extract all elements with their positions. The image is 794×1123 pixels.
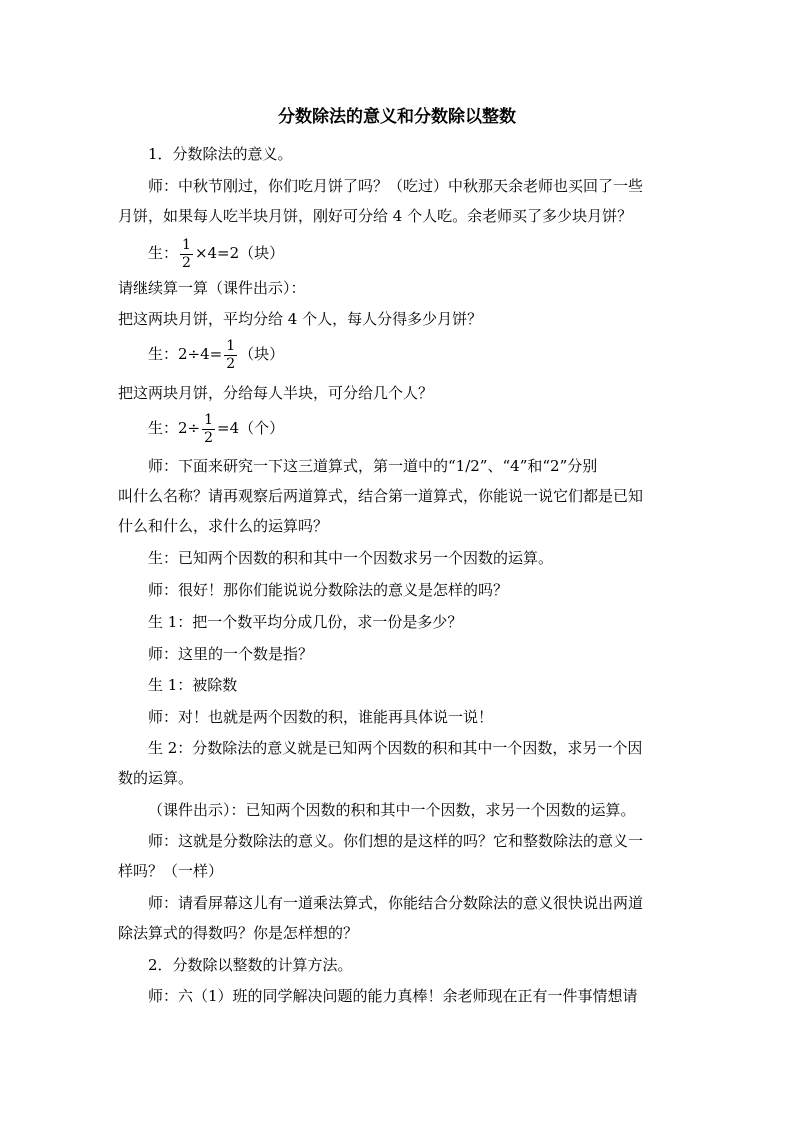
- paragraph-line: 生 2：分数除法的意义就是已知两个因数的积和其中一个因数，求另一个因: [148, 739, 643, 757]
- document-title: 分数除法的意义和分数除以整数: [278, 107, 516, 127]
- paragraph-line: 师：下面来研究一下这三道算式，第一道中的“1/2”、“4”和“2”分别: [148, 457, 598, 475]
- equation-prefix: 生：2÷: [148, 419, 201, 437]
- paragraph-line: 师：很好！那你们能说说分数除法的意义是怎样的吗？: [148, 581, 509, 599]
- paragraph-line: 叫什么名称？请再观察后两道算式，结合第一道算式，你能说一说它们都是已知: [118, 487, 644, 505]
- equation-line-3: [148, 409, 678, 447]
- equation-suffix: （块）: [239, 345, 285, 363]
- paragraph-line: 生：已知两个因数的积和其中一个因数求另一个因数的运算。: [148, 549, 554, 567]
- fraction-numerator: 1: [204, 411, 214, 428]
- paragraph-line: 师：这就是分数除法的意义。你们想的是这样的吗？它和整数除法的意义一: [148, 832, 644, 850]
- paragraph-line: 师：对！也就是两个因数的积，谁能再具体说一说！: [148, 708, 494, 726]
- paragraph-line: 样吗？（一样）: [118, 862, 224, 880]
- fraction-denominator: 2: [226, 355, 236, 372]
- paragraph-line: 师：这里的一个数是指？: [148, 645, 314, 663]
- paragraph-line: （课件出示）：已知两个因数的积和其中一个因数，求另一个因数的运算。: [148, 801, 636, 819]
- fraction-numerator: 1: [182, 236, 191, 253]
- section-heading-2: 2．分数除以整数的计算方法。: [148, 956, 353, 974]
- paragraph-line: 生 1：被除数: [148, 676, 238, 694]
- paragraph-line: 月饼，如果每人吃半块月饼，刚好可分给 4 个人吃。余老师买了多少块月饼？: [118, 207, 633, 225]
- fraction-denominator: 2: [204, 429, 214, 446]
- equation-line-2: [148, 335, 678, 373]
- equation-suffix: ×4=2（块）: [194, 244, 285, 262]
- paragraph-line: 什么和什么，求什么的运算吗？: [118, 517, 329, 535]
- equation-suffix: =4（个）: [217, 419, 285, 437]
- paragraph-line: 生 1：把一个数平均分成几份，求一份是多少？: [148, 613, 463, 631]
- section-heading-1: 1．分数除法的意义。: [148, 145, 293, 163]
- paragraph-line: 师：六（1）班的同学解决问题的能力真棒！余老师现在正有一件事情想请: [148, 987, 638, 1005]
- paragraph-line: 把这两块月饼，平均分给 4 个人，每人分得多少月饼？: [118, 310, 483, 328]
- paragraph-line: 除法算式的得数吗？你是怎样想的？: [118, 924, 359, 942]
- paragraph-line: 数的运算。: [118, 769, 194, 787]
- equation-prefix: 生：: [148, 244, 179, 262]
- paragraph-line: 把这两块月饼，分给每人半块，可分给几个人？: [118, 384, 434, 402]
- equation-prefix: 生：2÷4=: [148, 345, 223, 363]
- fraction-one-half: [202, 412, 215, 447]
- fraction-one-half: [224, 338, 237, 373]
- fraction-one-half: [180, 237, 193, 272]
- equation-line-1: [148, 234, 678, 272]
- paragraph-line: 师：中秋节刚过，你们吃月饼了吗？（吃过）中秋那天余老师也买回了一些: [148, 177, 644, 195]
- paragraph-line: 师：请看屏幕这儿有一道乘法算式，你能结合分数除法的意义很快说出两道: [148, 894, 644, 912]
- fraction-denominator: 2: [182, 254, 191, 271]
- fraction-numerator: 1: [226, 337, 236, 354]
- paragraph-line: 请继续算一算（课件出示）：: [118, 279, 306, 297]
